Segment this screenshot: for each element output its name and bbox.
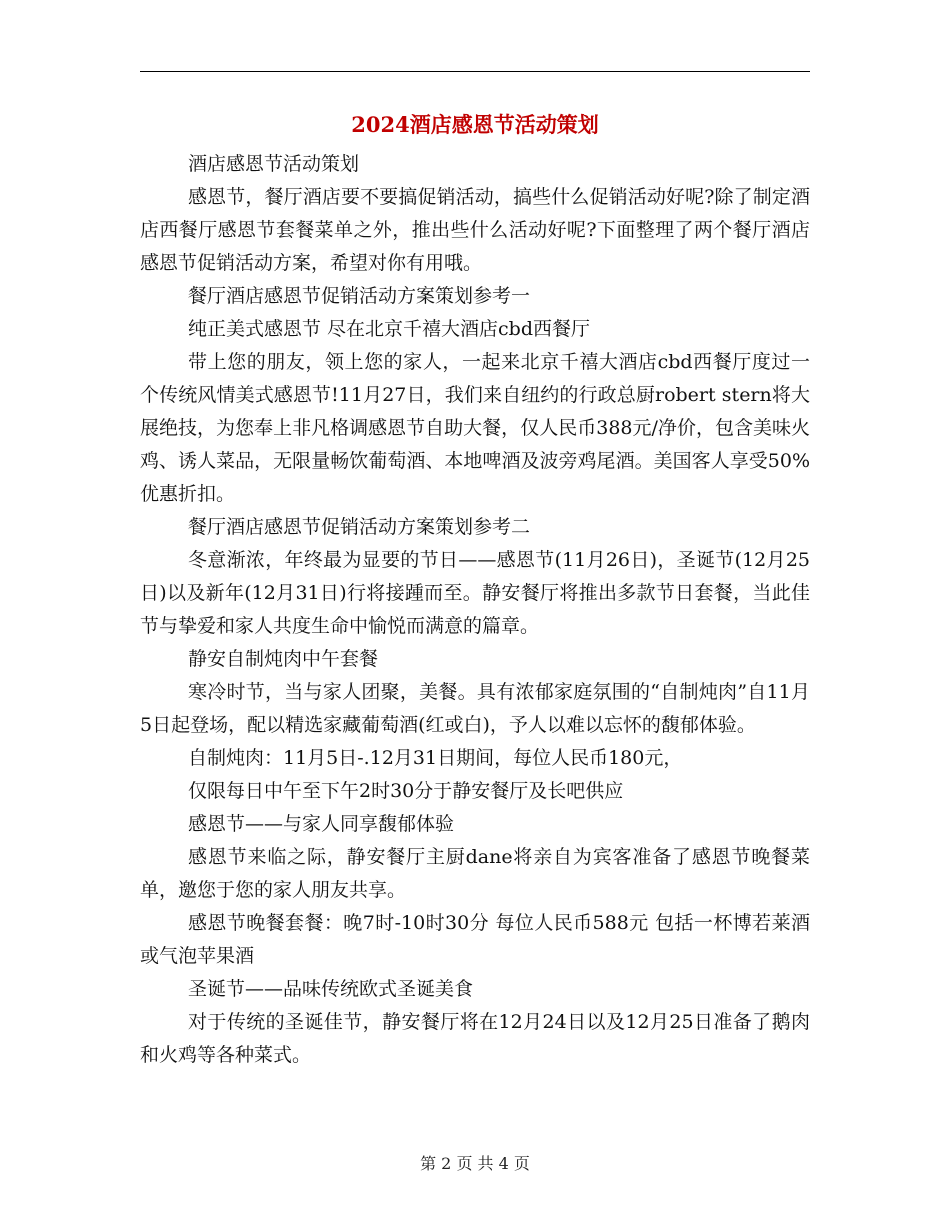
page-footer: 第 2 页 共 4 页 bbox=[420, 1154, 530, 1173]
document-body bbox=[140, 148, 810, 1072]
paragraph-thanksgiving-dinner: 感恩节来临之际，静安餐厅主厨dane将亲自为宾客准备了感恩节晚餐菜单，邀您于您的家人朋友共享。 bbox=[140, 846, 810, 901]
document-title: 2024酒店感恩节活动策划 bbox=[351, 112, 599, 137]
paragraph-stew-hours: 仅限每日中午至下午2时30分于静安餐厅及长吧供应 bbox=[188, 780, 624, 802]
paragraph-intro-heading: 酒店感恩节活动策划 bbox=[188, 153, 360, 175]
paragraph-thanksgiving-set: 感恩节晚餐套餐：晚7时-10时30分 每位人民币588元 包括一杯博若莱酒或气泡苹果酒 bbox=[140, 912, 810, 967]
subheading-christmas: 圣诞节——品味传统欧式圣诞美食 bbox=[188, 978, 474, 1000]
paragraph-stew-lunch: 寒冷时节，当与家人团聚，美餐。具有浓郁家庭氛围的“自制炖肉”自11月5日起登场，配以精选家藏葡萄酒(红或白)，予人以难以忘怀的馥郁体验。 bbox=[140, 681, 810, 736]
paragraph-intro: 感恩节，餐厅酒店要不要搞促销活动，搞些什么促销活动好呢?除了制定酒店西餐厅感恩节套餐菜单之外，推出些什么活动好呢?下面整理了两个餐厅酒店感恩节促销活动方案，希望对你有用哦。 bbox=[140, 186, 810, 274]
subheading-stew-lunch: 静安自制炖肉中午套餐 bbox=[188, 648, 379, 670]
section-heading-plan-two: 餐厅酒店感恩节促销活动方案策划参考二 bbox=[188, 516, 531, 538]
paragraph-plan-one-body: 带上您的朋友，领上您的家人，一起来北京千禧大酒店cbd西餐厅度过一个传统风情美式感恩节!11月27日，我们来自纽约的行政总厨robert stern将大展绝技，为您奉上非凡格调感恩节自助大餐，仅人民币388元/净价，包含美味火鸡、诱人菜品，无限量畅饮葡萄酒、本地啤酒及波旁鸡尾酒。美国客人享受50%优惠折扣。 bbox=[140, 351, 810, 505]
paragraph-plan-one-subtitle: 纯正美式感恩节 尽在北京千禧大酒店cbd西餐厅 bbox=[188, 318, 591, 340]
paragraph-christmas: 对于传统的圣诞佳节，静安餐厅将在12月24日以及12月25日准备了鹅肉和火鸡等各种菜式。 bbox=[140, 1011, 810, 1066]
subheading-thanksgiving: 感恩节——与家人同享馥郁体验 bbox=[188, 813, 455, 835]
paragraph-plan-two-intro: 冬意渐浓，年终最为显要的节日——感恩节(11月26日)，圣诞节(12月25日)以及新年(12月31日)行将接踵而至。静安餐厅将推出多款节日套餐，当此佳节与挚爱和家人共度生命中愉悦而满意的篇章。 bbox=[140, 549, 810, 637]
section-heading-plan-one: 餐厅酒店感恩节促销活动方案策划参考一 bbox=[188, 285, 531, 307]
paragraph-stew-price: 自制炖肉：11月5日-.12月31日期间，每位人民币180元， bbox=[188, 747, 683, 769]
header-rule bbox=[140, 71, 810, 72]
